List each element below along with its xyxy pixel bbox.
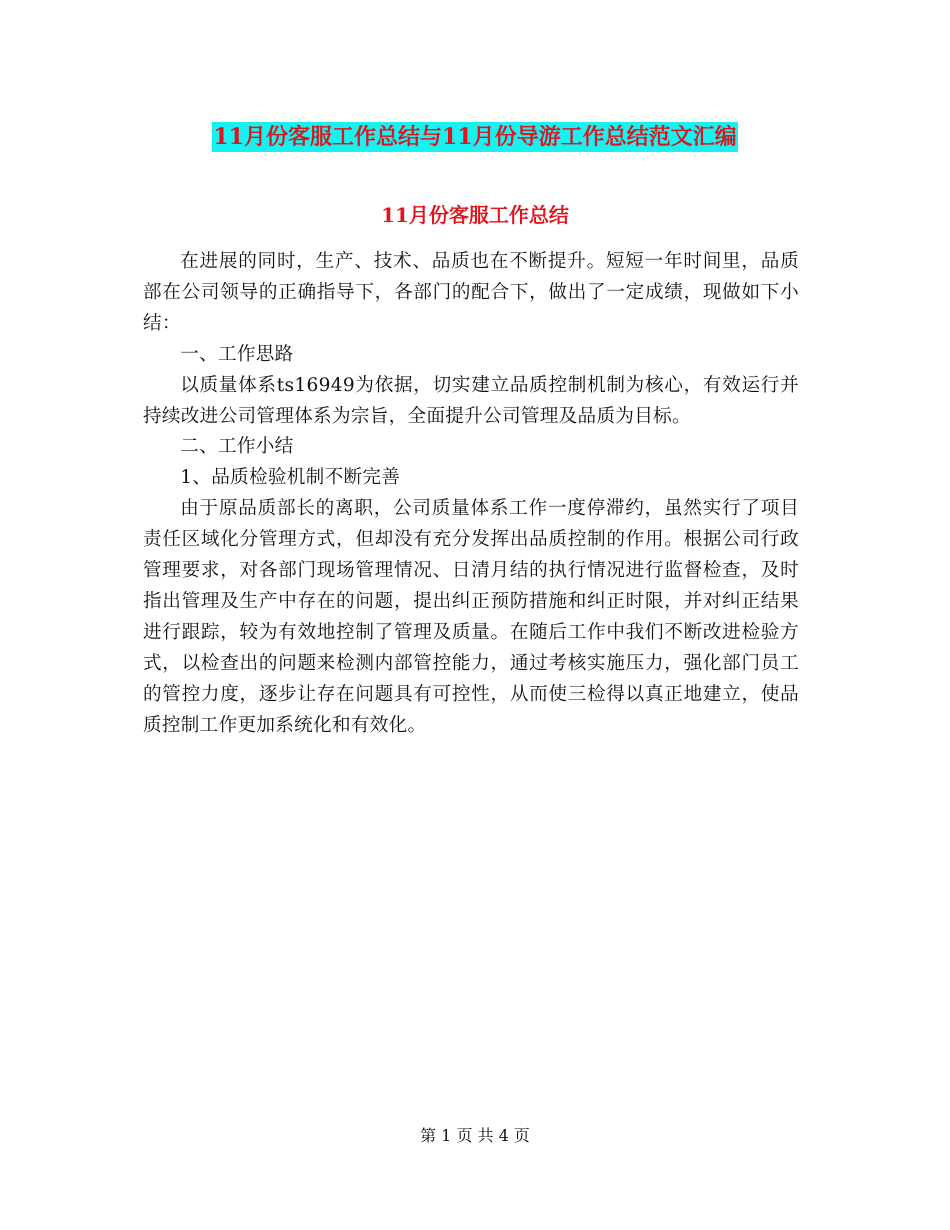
page-footer: 第 1 页 共 4 页 [420, 1126, 530, 1145]
heading-work-ideas: 一、工作思路 [180, 343, 294, 365]
document-title-text: 11月份客服工作总结与11月份导游工作总结范文汇编 [213, 124, 737, 150]
document-body [143, 247, 799, 742]
subheading-inspection: 1、品质检验机制不断完善 [180, 467, 401, 489]
section-title: 11月份客服工作总结 [381, 203, 569, 227]
paragraph-inspection: 由于原品质部长的离职，公司质量体系工作一度停滞约，虽然实行了项目责任区域化分管理方式，但却没有充分发挥出品质控制的作用。根据公司行政管理要求，对各部门现场管理情况、日清月结的执行情况进行监督检查，及时指出管理及生产中存在的问题，提出纠正预防措施和纠正时限，并对纠正结果进行跟踪，较为有效地控制了管理及质量。在随后工作中我们不断改进检验方式，以检查出的问题来检测内部管控能力，通过考核实施压力，强化部门员工的管控力度，逐步让存在问题具有可控性，从而使三检得以真正地建立，使品质控制工作更加系统化和有效化。 [143, 498, 799, 736]
heading-work-summary: 二、工作小结 [180, 436, 294, 458]
paragraph-work-ideas: 以质量体系ts16949为依据，切实建立品质控制机制为核心，有效运行并持续改进公司管理体系为宗旨，全面提升公司管理及品质为目标。 [143, 374, 799, 427]
paragraph-intro: 在进展的同时，生产、技术、品质也在不断提升。短短一年时间里，品质部在公司领导的正确指导下，各部门的配合下，做出了一定成绩，现做如下小结： [143, 251, 799, 334]
document-title [0, 114, 950, 152]
